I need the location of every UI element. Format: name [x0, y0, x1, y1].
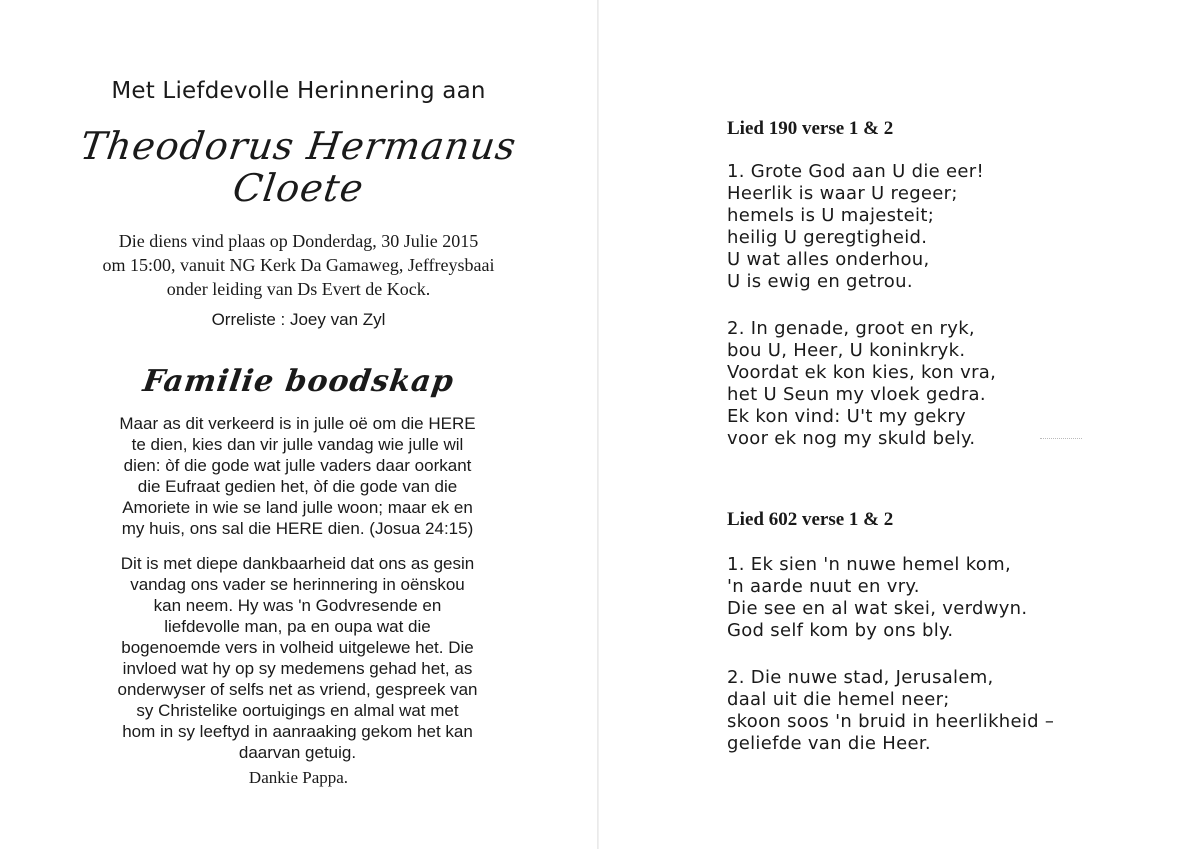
verse-line: 1. Ek sien 'n nuwe hemel kom,: [727, 554, 1011, 575]
hymn-190-verse-2: [727, 318, 1147, 450]
hymn-602-verse-2: [727, 667, 1147, 755]
paragraph-line: Amoriete in wie se land julle woon; maar ek en: [122, 498, 473, 517]
verse-line: skoon soos 'n bruid in heerlikheid –: [727, 711, 1055, 732]
verse-line: daal uit die hemel neer;: [727, 689, 950, 710]
verse-line: 1. Grote God aan U die eer!: [727, 161, 984, 182]
family-message-heading: Familie boodskap: [140, 364, 457, 399]
verse-line: 'n aarde nuut en vry.: [727, 576, 920, 597]
paragraph-line: kan neem. Hy was 'n Godvresende en: [153, 596, 442, 615]
organist: Orreliste : Joey van Zyl: [211, 310, 386, 329]
paragraph-line: bogenoemde vers in volheid uitgelewe het. Die: [121, 638, 474, 657]
paragraph-line: liefdevolle man, pa en oupa wat die: [164, 617, 431, 636]
paragraph-line: onderwyser of selfs net as vriend, gespreek van: [117, 680, 478, 699]
hymn-602-title: Lied 602 verse 1 & 2: [727, 509, 894, 530]
service-line: om 15:00, vanuit NG Kerk Da Gamaweg, Jeffreysbaai: [102, 255, 495, 275]
verse-line: Heerlik is waar U regeer;: [727, 183, 958, 204]
hymn-190-verse-1: [727, 161, 1147, 293]
paragraph-line: daarvan getuig.: [238, 743, 357, 762]
paragraph-line: te dien, kies dan vir julle vandag wie julle wil: [131, 435, 464, 454]
deceased-name-surname: Cloete: [230, 166, 367, 210]
scan-artifact: [1040, 438, 1082, 440]
service-line: Die diens vind plaas op Donderdag, 30 Julie 2015: [118, 231, 479, 251]
verse-line: het U Seun my vloek gedra.: [727, 384, 986, 405]
hymn-602-verse-1: [727, 554, 1147, 642]
page-fold-divider: [597, 0, 599, 849]
paragraph-line: Dit is met diepe dankbaarheid dat ons as gesin: [120, 554, 475, 573]
verse-line: Voordat ek kon kies, kon vra,: [727, 362, 997, 383]
paragraph-line: invloed wat hy op sy medemens gehad het, as: [122, 659, 473, 678]
right-page: [600, 0, 1200, 849]
hymn-190-title: Lied 190 verse 1 & 2: [727, 118, 894, 139]
verse-line: voor ek nog my skuld bely.: [727, 428, 976, 449]
verse-line: God self kom by ons bly.: [727, 620, 954, 641]
family-tribute-paragraph: [70, 553, 525, 763]
verse-line: bou U, Heer, U koninkryk.: [727, 340, 966, 361]
paragraph-line: vandag ons vader se herinnering in oënskou: [130, 575, 465, 594]
deceased-name-first: Theodorus Hermanus: [77, 124, 520, 168]
verse-line: geliefde van die Heer.: [727, 733, 931, 754]
paragraph-line: my huis, ons sal die HERE dien. (Josua 24:15): [121, 519, 474, 538]
verse-line: 2. In genade, groot en ryk,: [727, 318, 975, 339]
left-page: [0, 0, 597, 849]
verse-line: U is ewig en getrou.: [727, 271, 913, 292]
service-line: onder leiding van Ds Evert de Kock.: [166, 279, 431, 299]
paragraph-line: sy Christelike oortuigings en almal wat met: [136, 701, 459, 720]
paragraph-line: Maar as dit verkeerd is in julle oë om die HERE: [119, 414, 476, 433]
paragraph-line: hom in sy leeftyd in aanraaking gekom het kan: [122, 722, 473, 741]
verse-line: hemels is U majesteit;: [727, 205, 935, 226]
verse-line: heilig U geregtigheid.: [727, 227, 928, 248]
verse-line: U wat alles onderhou,: [727, 249, 930, 270]
verse-line: Die see en al wat skei, verdwyn.: [727, 598, 1028, 619]
verse-line: 2. Die nuwe stad, Jerusalem,: [727, 667, 994, 688]
paragraph-line: dien: òf die gode wat julle vaders daar oorkant: [123, 456, 472, 475]
paragraph-line: die Eufraat gedien het, òf die gode van die: [137, 477, 458, 496]
closing-thanks: Dankie Pappa.: [248, 768, 349, 787]
verse-line: Ek kon vind: U't my gekry: [727, 406, 967, 427]
service-details: [0, 229, 597, 301]
scripture-paragraph: [70, 413, 525, 539]
memorial-intro: Met Liefdevolle Herinnering aan: [111, 78, 486, 104]
